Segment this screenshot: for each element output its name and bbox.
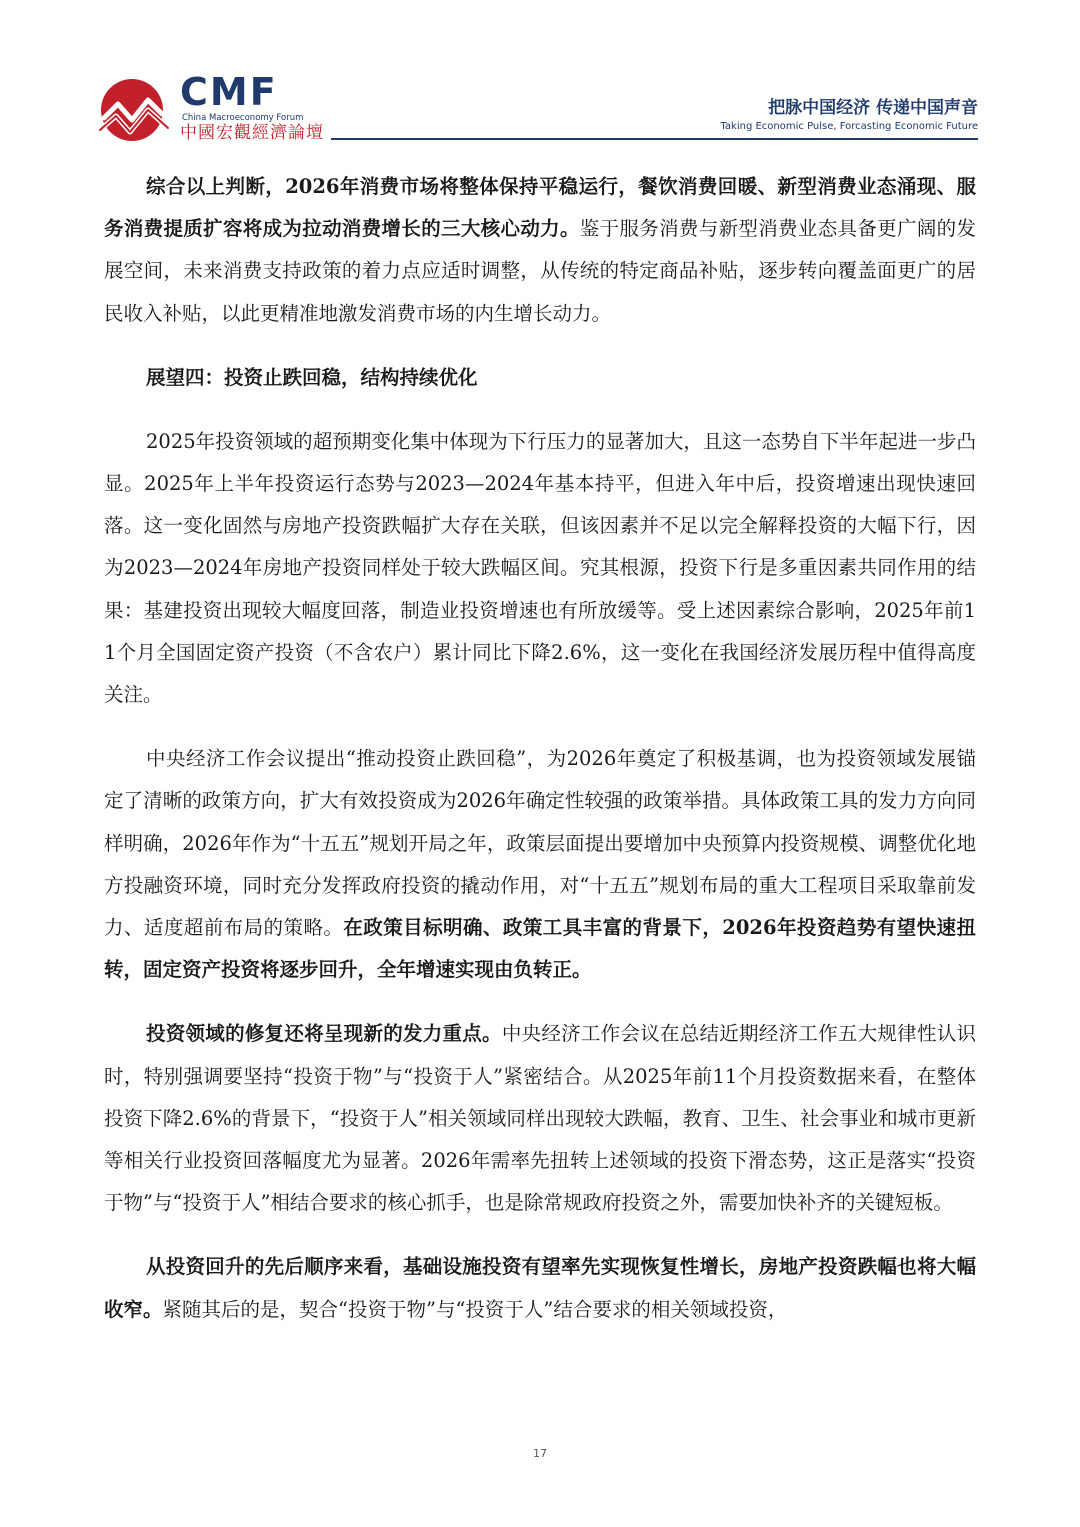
paragraph-bold-lead: 综合以上判断，2026年消费市场将整体保持平稳运行，餐饮消费回暖、新型消费业态涌现、服务消费提质扩容将成为拉动消费增长的三大核心动力。 — [104, 175, 976, 241]
paragraph-text: 鉴于服务消费与新型消费业态具备更广阔的发展空间，未来消费支持政策的着力点应适时调整，从传统的特定商品补贴，逐步转向覆盖面更广的居民收入补贴，以此更精准地激发消费市场的内生增长动力。 — [104, 217, 976, 325]
header-slogan-en: Taking Economic Pulse, Forcasting Economic Future — [720, 121, 978, 132]
logo-subtitle-cn: 中國宏觀經濟論壇 — [180, 123, 324, 143]
section-heading: 展望四：投资止跌回稳，结构持续优化 — [146, 365, 478, 389]
logo-subtitle-en: China Macroeconomy Forum — [182, 113, 304, 123]
paragraph-consumption-summary — [104, 166, 976, 335]
logo-wordmark: CMF — [180, 70, 278, 114]
cmf-logo-icon — [98, 76, 178, 142]
paragraph-bold-lead: 投资领域的修复还将呈现新的发力重点。 — [146, 1022, 502, 1046]
paragraph-policy-outlook — [104, 738, 976, 991]
paragraph-text: 紧随其后的是，契合“投资于物”与“投资于人”结合要求的相关领域投资， — [162, 1297, 788, 1321]
header-divider — [331, 138, 978, 140]
page-number: 17 — [533, 1447, 547, 1460]
paragraph-text: 中央经济工作会议在总结近期经济工作五大规律性认识时，特别强调要坚持“投资于物”与“投资于人”紧密结合。从2025年前11个月投资数据来看，在整体投资下降2.6%的背景下，“投资于人”相关领域同样出现较大跌幅，教育、卫生、社会事业和城市更新等相关行业投资回落幅度尤为显著。2026年需率先扭转上述领域的投资下滑态势，这正是落实“投资于物”与“投资于人”相结合要求的核心抓手，也是除常规政府投资之外，需要加快补齐的关键短板。 — [104, 1022, 976, 1215]
paragraph-text: 中央经济工作会议提出“推动投资止跌回稳”，为2026年奠定了积极基调，也为投资领域发展锚定了清晰的政策方向，扩大有效投资成为2026年确定性较强的政策举措。具体政策工具的发力方向同样明确，2026年作为“十五五”规划开局之年，政策层面提出要增加中央预算内投资规模、调整优化地方投融资环境，同时充分发挥政府投资的撬动作用，对“十五五”规划布局的重大工程项目采取靠前发力、适度超前布局的策略。 — [104, 747, 976, 940]
document-body — [104, 166, 976, 1331]
paragraph-bold-lead: 从投资回升的先后顺序来看，基础设施投资有望率先实现恢复性增长，房地产投资跌幅也将大幅收窄。 — [104, 1255, 976, 1321]
paragraph-investment-focus — [104, 1013, 976, 1224]
paragraph-text: 2025年投资领域的超预期变化集中体现为下行压力的显著加大，且这一态势自下半年起进一步凸显。2025年上半年投资运行态势与2023—2024年基本持平，但进入年中后，投资增速出现快速回落。这一变化固然与房地产投资跌幅扩大存在关联，但该因素并不足以完全解释投资的大幅下行，因为2023—2024年房地产投资同样处于较大跌幅区间。究其根源，投资下行是多重因素共同作用的结果：基建投资出现较大幅度回落，制造业投资增速也有所放缓等。受上述因素综合影响，2025年前11个月全国固定资产投资（不含农户）累计同比下降2.6%，这一变化在我国经济发展历程中值得高度关注。 — [104, 429, 976, 707]
header-slogan-cn: 把脉中国经济 传递中国声音 — [768, 98, 978, 118]
paragraph-bold-conclusion: 在政策目标明确、政策工具丰富的背景下，2026年投资趋势有望快速扭转，固定资产投资将逐步回升，全年增速实现由负转正。 — [104, 916, 976, 982]
paragraph-recovery-order — [104, 1246, 976, 1330]
page-header — [98, 70, 978, 145]
paragraph-investment-2025 — [104, 421, 976, 716]
